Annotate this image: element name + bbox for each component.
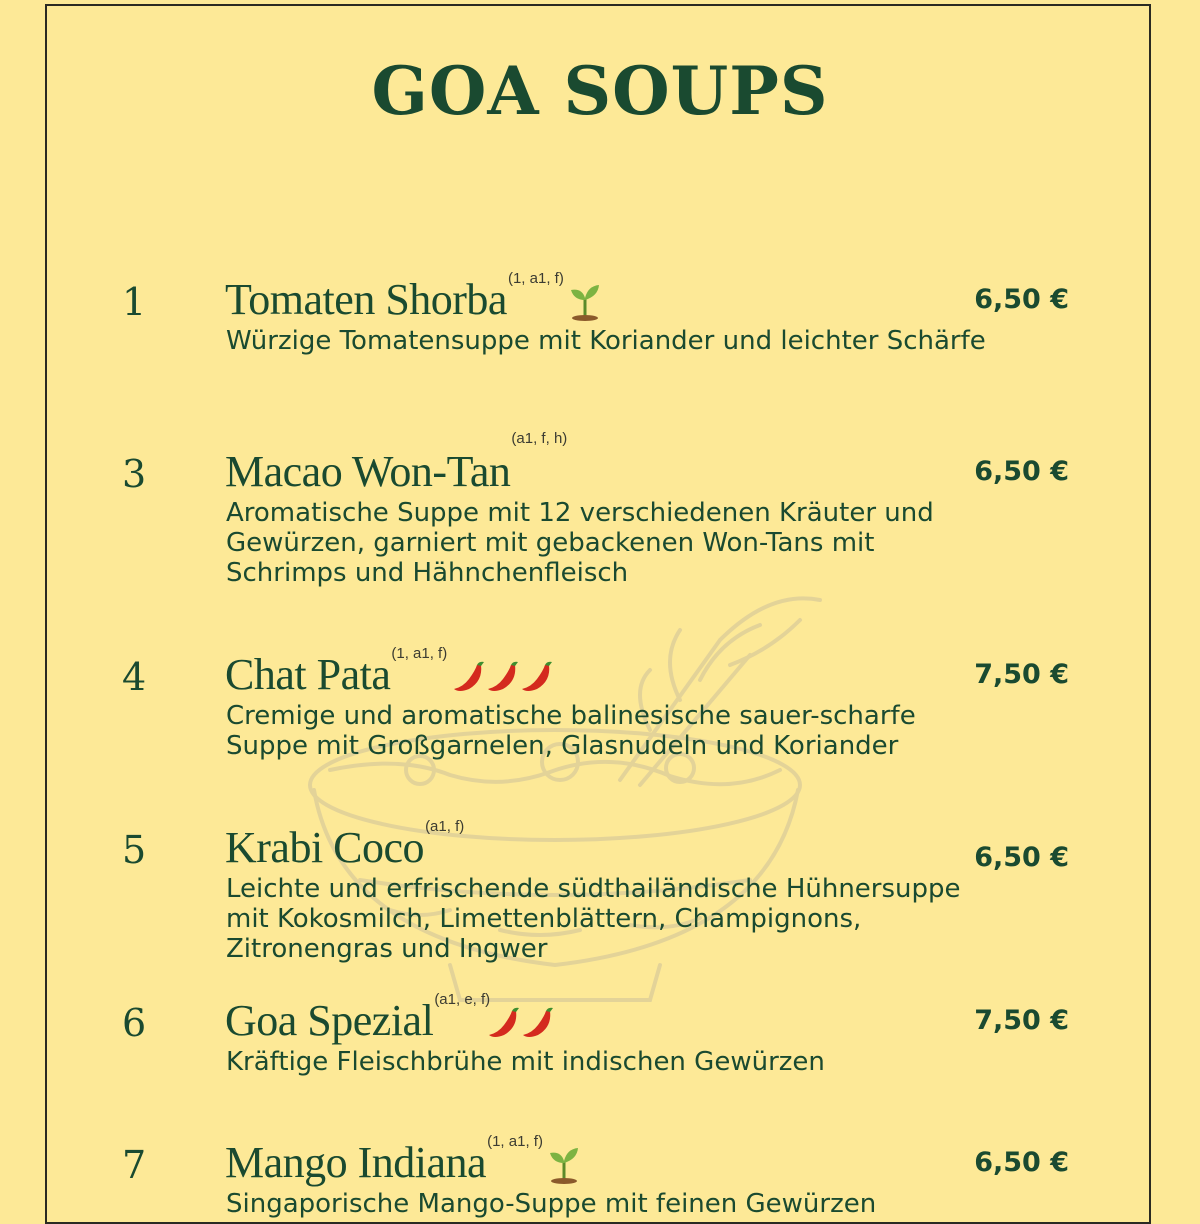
item-icons xyxy=(451,659,553,695)
item-price: 7,50 € xyxy=(974,1005,1069,1036)
page-title: GOA SOUPS xyxy=(371,52,829,130)
item-description: Singaporische Mango-Suppe mit feinen Gewürzen xyxy=(226,1189,877,1219)
item-price: 6,50 € xyxy=(974,456,1069,487)
item-description: Würzige Tomatensuppe mit Koriander und leichter Schärfe xyxy=(226,326,986,356)
chili-icon xyxy=(485,659,521,695)
item-icons xyxy=(547,1143,581,1183)
item-name: Goa Spezial xyxy=(225,996,434,1045)
item-name: Tomaten Shorba xyxy=(225,275,507,324)
item-name: Krabi Coco xyxy=(225,823,425,872)
chili-icon xyxy=(486,1005,522,1041)
chili-icon xyxy=(520,1005,556,1041)
item-price: 6,50 € xyxy=(974,284,1069,315)
item-allergens: (a1, f, h) xyxy=(511,430,568,447)
item-description: Cremige und aromatische balinesische sauer-scharfe Suppe mit Großgarnelen, Glasnudeln und Koriander xyxy=(226,701,916,761)
sprout-icon xyxy=(568,280,602,320)
chili-icon xyxy=(451,659,487,695)
item-description: Kräftige Fleischbrühe mit indischen Gewürzen xyxy=(226,1047,825,1077)
item-number: 3 xyxy=(122,452,147,496)
item-name: Chat Pata xyxy=(225,650,391,699)
item-allergens: (a1, e, f) xyxy=(434,991,491,1008)
item-number: 4 xyxy=(122,655,147,699)
item-allergens: (1, a1, f) xyxy=(391,645,448,662)
item-allergens: (a1, f) xyxy=(425,818,465,835)
item-icons xyxy=(486,1005,554,1041)
sprout-icon xyxy=(547,1143,581,1183)
item-description: Leichte und erfrischende südthailändische Hühnersuppe mit Kokosmilch, Limettenblättern, Champignons, Zitronengras und Ingwer xyxy=(226,874,961,964)
item-number: 7 xyxy=(122,1143,147,1187)
item-price: 6,50 € xyxy=(974,1147,1069,1178)
item-number: 1 xyxy=(122,280,147,324)
item-description: Aromatische Suppe mit 12 verschiedenen Kräuter und Gewürzen, garniert mit gebackenen Won-Tans mit Schrimps und Hähnchenfleisch xyxy=(226,498,934,588)
item-icons xyxy=(568,280,602,320)
item-name: Macao Won-Tan xyxy=(225,447,511,496)
item-number: 6 xyxy=(122,1001,147,1045)
item-number: 5 xyxy=(122,828,147,872)
item-allergens: (1, a1, f) xyxy=(487,1133,543,1150)
item-name: Mango Indiana xyxy=(225,1138,487,1187)
item-price: 7,50 € xyxy=(974,659,1069,690)
item-allergens: (1, a1, f) xyxy=(507,270,564,287)
chili-icon xyxy=(519,659,555,695)
item-price: 6,50 € xyxy=(974,842,1069,873)
